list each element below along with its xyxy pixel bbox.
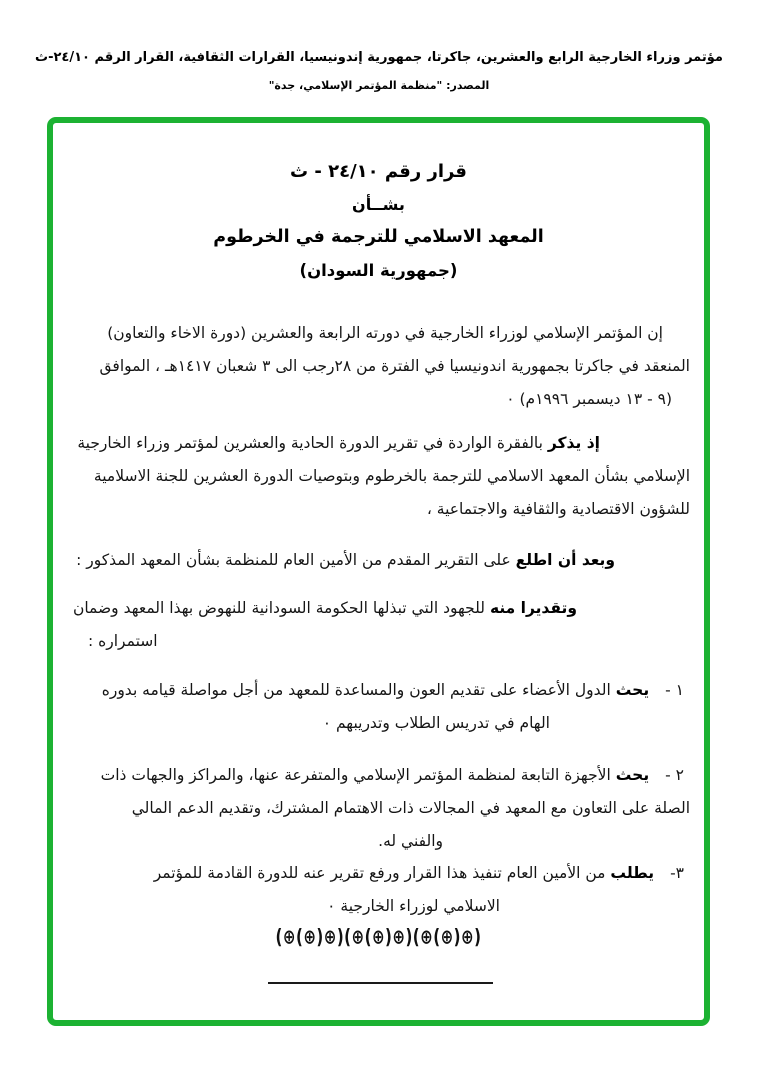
signature-line [268, 982, 493, 984]
resolution-number-title: قرار رقم ٢٤/١٠ - ث [290, 161, 467, 182]
title-regarding: بشــأن [352, 195, 405, 214]
item-line [88, 674, 690, 707]
item-line: الصلة على التعاون مع المعهد في المجالات ذات الاهتمام المشترك، وتقديم الدعم المالي [131, 799, 690, 817]
paragraph-text: للجهود التي تبذلها الحكومة السودانية للنهوض بهذا المعهد وضمان [72, 599, 490, 617]
paragraph-line [77, 427, 690, 460]
paragraph-lead: وتقديرا منه [489, 599, 577, 617]
paragraph-line [72, 592, 690, 625]
green-border-frame [47, 117, 710, 1026]
item-lead: يطلب [610, 864, 655, 882]
resolution-item-2 [88, 759, 690, 858]
preamble-paragraph [88, 317, 690, 416]
paragraph-lead: إذ يذكر [547, 434, 600, 452]
appreciation-paragraph [72, 592, 690, 658]
item-line [88, 759, 690, 792]
title-subject: المعهد الاسلامي للترجمة في الخرطوم [213, 227, 544, 247]
paragraph-lead: وبعد أن اطلع [515, 551, 615, 569]
item-number: ٢ - [665, 766, 684, 784]
recalling-paragraph [77, 427, 690, 526]
item-number: ١ - [665, 681, 684, 699]
item-lead: يحث [615, 681, 650, 699]
paragraph-line: المنعقد في جاكرتا بجمهورية اندونيسيا في الفترة من ٢٨رجب الى ٣ شعبان ١٤١٧هـ ، الموافق [99, 357, 690, 375]
item-number: ٣- [670, 864, 684, 882]
paragraph-line: للشؤون الاقتصادية والثقافية والاجتماعية ، [426, 500, 690, 518]
paragraph-line: الإسلامي بشأن المعهد الاسلامي للترجمة بالخرطوم وبتوصيات الدورة العشرين للجنة الاسلامية [93, 467, 690, 485]
resolution-title-block [53, 155, 704, 287]
document-header-line: مؤتمر وزراء الخارجية الرابع والعشرين، جاكرتا، جمهورية إندونيسيا، القرارات الثقافية، القرار الرقم ٢٤/١٠-ث [35, 50, 723, 65]
resolution-item-3 [88, 857, 690, 923]
item-lead: يحث [615, 766, 650, 784]
ornament-divider: (⊕(⊕)⊕)(⊕(⊕)⊕)(⊕(⊕)⊕) [275, 924, 482, 950]
item-text: الأجهزة التابعة لمنظمة المؤتمر الإسلامي والمتفرعة عنها، والمراكز والجهات ذات [100, 766, 616, 784]
document-source-line: المصدر: "منظمة المؤتمر الإسلامي، جدة" [268, 79, 490, 92]
item-line [88, 857, 690, 890]
paragraph-text: بالفقرة الواردة في تقرير الدورة الحادية والعشرين لمؤتمر وزراء الخارجية [77, 434, 548, 452]
resolution-item-1 [88, 674, 690, 740]
item-text: من الأمين العام تنفيذ هذا القرار ورفع تقرير عنه للدورة القادمة للمؤتمر [153, 864, 611, 882]
having-reviewed-paragraph [76, 544, 690, 577]
paragraph-line [76, 544, 690, 577]
paragraph-line: إن المؤتمر الإسلامي لوزراء الخارجية في دورته الرابعة والعشرين (دورة الاخاء والتعاون) [107, 324, 663, 342]
item-text: الدول الأعضاء على تقديم العون والمساعدة للمعهد من أجل مواصلة قيامه بدوره [101, 681, 616, 699]
item-line: الهام في تدريس الطلاب وتدريبهم ٠ [322, 714, 550, 732]
item-line: والفني له. [378, 832, 443, 850]
paragraph-line: استمراره : [88, 632, 158, 650]
title-country: (جمهورية السودان) [299, 261, 458, 280]
item-line: الاسلامي لوزراء الخارجية ٠ [327, 897, 500, 915]
paragraph-line: (٩ - ١٣ ديسمبر ١٩٩٦م) ٠ [506, 390, 672, 408]
paragraph-text: على التقرير المقدم من الأمين العام للمنظمة بشأن المعهد المذكور : [76, 551, 516, 569]
